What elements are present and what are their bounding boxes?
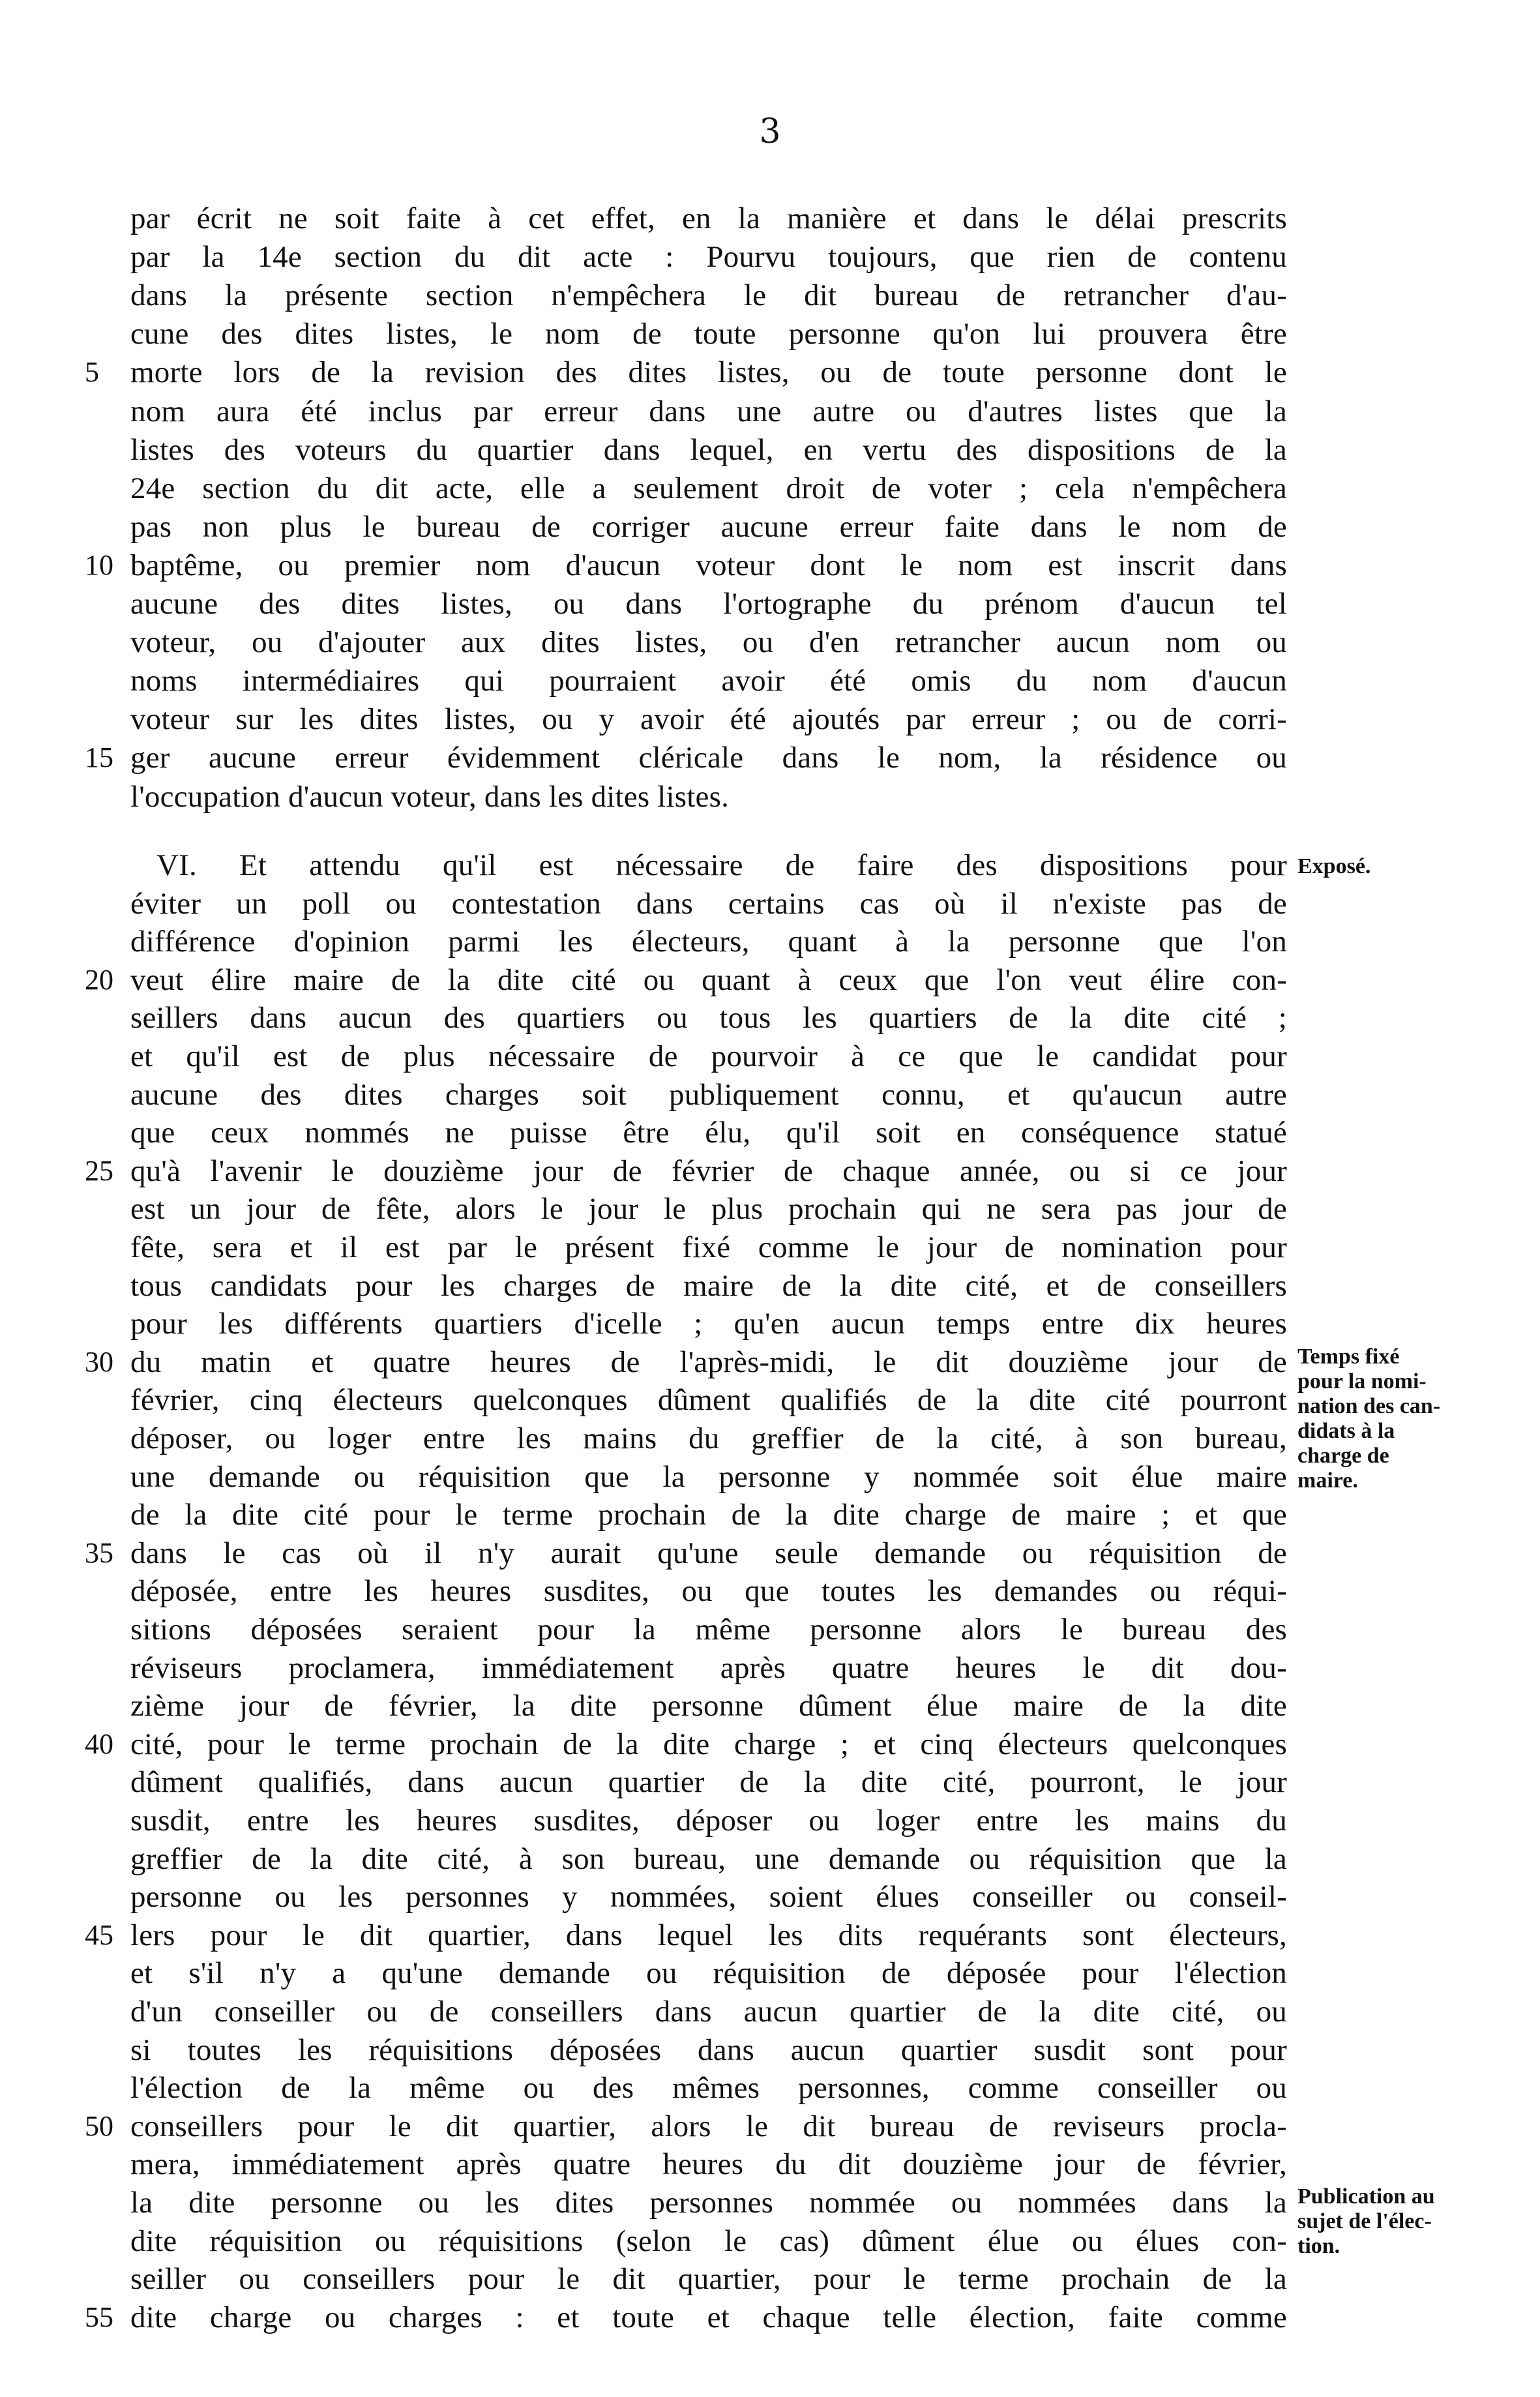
margin-note-line: tion. bbox=[1297, 2234, 1340, 2258]
text-line: mera, immédiatement après quatre heures du dit douzième jour de février, bbox=[130, 2147, 1287, 2181]
text-line: déposer, ou loger entre les mains du greffier de la cité, à son bureau, bbox=[130, 1422, 1287, 1455]
margin-note-line: charge de bbox=[1297, 1444, 1389, 1468]
line-number: 5 bbox=[85, 356, 99, 388]
text-line: noms intermédiaires qui pourraient avoir été omis du nom d'aucun bbox=[130, 664, 1287, 698]
margin-note-line: Exposé. bbox=[1297, 854, 1371, 878]
text-line: dite réquisition ou réquisitions (selon le cas) dûment élue ou élues con- bbox=[130, 2224, 1287, 2258]
page-number: 3 bbox=[759, 112, 781, 151]
text-line: dans la présente section n'empêchera le dit bureau de retrancher d'au- bbox=[130, 278, 1287, 312]
text-line: aucune des dites listes, ou dans l'ortographe du prénom d'aucun tel bbox=[130, 587, 1287, 621]
text-line: zième jour de février, la dite personne dûment élue maire de la dite bbox=[130, 1689, 1287, 1723]
text-line: par écrit ne soit faite à cet effet, en la manière et dans le délai prescrits bbox=[130, 201, 1287, 235]
text-line: qu'à l'avenir le douzième jour de février de chaque année, ou si ce jour bbox=[130, 1154, 1287, 1188]
text-line: que ceux nommés ne puisse être élu, qu'il soit en conséquence statué bbox=[130, 1116, 1287, 1150]
text-line: et qu'il est de plus nécessaire de pourvoir à ce que le candidat pour bbox=[130, 1039, 1287, 1073]
margin-note-line: sujet de l'élec- bbox=[1297, 2209, 1432, 2233]
text-line: voteur sur les dites listes, ou y avoir été ajoutés par erreur ; ou de corri- bbox=[130, 702, 1287, 736]
text-line: listes des voteurs du quartier dans lequel, en vertu des dispositions de la bbox=[130, 433, 1287, 467]
text-line: sitions déposées seraient pour la même personne alors le bureau des bbox=[130, 1613, 1287, 1646]
text-line: conseillers pour le dit quartier, alors le dit bureau de reviseurs procla- bbox=[130, 2109, 1287, 2143]
text-line: cité, pour le terme prochain de la dite charge ; et cinq électeurs quelconques bbox=[130, 1727, 1287, 1761]
text-line: dûment qualifiés, dans aucun quartier de la dite cité, pourront, le jour bbox=[130, 1765, 1287, 1799]
line-number: 50 bbox=[85, 2110, 113, 2142]
text-line: susdit, entre les heures susdites, déposer ou loger entre les mains du bbox=[130, 1804, 1287, 1838]
text-line: est un jour de fête, alors le jour le plus prochain qui ne sera pas jour de bbox=[130, 1192, 1287, 1226]
text-line: l'occupation d'aucun voteur, dans les dites listes. bbox=[130, 780, 730, 814]
text-line: par la 14e section du dit acte : Pourvu toujours, que rien de contenu bbox=[130, 240, 1287, 274]
line-number: 30 bbox=[85, 1346, 113, 1378]
text-line: d'un conseiller ou de conseillers dans aucun quartier de la dite cité, ou bbox=[130, 1995, 1287, 2029]
text-line: éviter un poll ou contestation dans certains cas où il n'existe pas de bbox=[130, 887, 1287, 921]
margin-note-line: didats à la bbox=[1297, 1419, 1395, 1443]
text-line: février, cinq électeurs quelconques dûment qualifiés de la dite cité pourront bbox=[130, 1383, 1287, 1417]
text-line: fête, sera et il est par le présent fixé comme le jour de nomination pour bbox=[130, 1230, 1287, 1264]
text-line: lers pour le dit quartier, dans lequel les dits requérants sont électeurs, bbox=[130, 1918, 1287, 1952]
text-line: 24e section du dit acte, elle a seulement droit de voter ; cela n'empêchera bbox=[130, 471, 1287, 505]
text-line: une demande ou réquisition que la personne y nommée soit élue maire bbox=[130, 1460, 1287, 1494]
margin-note-line: nation des can- bbox=[1297, 1394, 1441, 1418]
text-line: du matin et quatre heures de l'après-midi, le dit douzième jour de bbox=[130, 1345, 1287, 1379]
text-line: pour les différents quartiers d'icelle ; qu'en aucun temps entre dix heures bbox=[130, 1307, 1287, 1341]
text-line: cune des dites listes, le nom de toute personne qu'on lui prouvera être bbox=[130, 317, 1287, 351]
text-line: seillers dans aucun des quartiers ou tous les quartiers de la dite cité ; bbox=[130, 1001, 1287, 1035]
line-number: 25 bbox=[85, 1155, 113, 1187]
margin-note-temps-fixe bbox=[1297, 1345, 1487, 1493]
text-line: la dite personne ou les dites personnes nommée ou nommées dans la bbox=[130, 2186, 1287, 2220]
margin-note-expose bbox=[1297, 854, 1487, 879]
text-line: tous candidats pour les charges de maire de la dite cité, et de conseillers bbox=[130, 1269, 1287, 1303]
text-line: seiller ou conseillers pour le dit quartier, pour le terme prochain de la bbox=[130, 2262, 1287, 2296]
text-line: aucune des dites charges soit publiquement connu, et qu'aucun autre bbox=[130, 1078, 1287, 1112]
margin-note-line: Publication au bbox=[1297, 2184, 1435, 2209]
text-line: greffier de la dite cité, à son bureau, une demande ou réquisition que la bbox=[130, 1842, 1287, 1876]
text-line: veut élire maire de la dite cité ou quant à ceux que l'on veut élire con- bbox=[130, 963, 1287, 997]
text-line: baptême, ou premier nom d'aucun voteur dont le nom est inscrit dans bbox=[130, 548, 1287, 582]
line-number: 40 bbox=[85, 1728, 113, 1760]
line-number: 35 bbox=[85, 1537, 113, 1569]
text-line: morte lors de la revision des dites listes, ou de toute personne dont le bbox=[130, 355, 1287, 389]
text-line: pas non plus le bureau de corriger aucune erreur faite dans le nom de bbox=[130, 510, 1287, 544]
text-line: et s'il n'y a qu'une demande ou réquisition de déposée pour l'élection bbox=[130, 1956, 1287, 1990]
text-line: ger aucune erreur évidemment cléricale dans le nom, la résidence ou bbox=[130, 741, 1287, 775]
text-line: dans le cas où il n'y aurait qu'une seule demande ou réquisition de bbox=[130, 1536, 1287, 1570]
line-number: 20 bbox=[85, 964, 113, 996]
text-line: l'élection de la même ou des mêmes personnes, comme conseiller ou bbox=[130, 2071, 1287, 2105]
margin-note-line: pour la nomi- bbox=[1297, 1369, 1427, 1393]
line-number: 10 bbox=[85, 549, 113, 581]
text-line: différence d'opinion parmi les électeurs, quant à la personne que l'on bbox=[130, 925, 1287, 959]
margin-note-line: maire. bbox=[1297, 1468, 1358, 1493]
text-line: de la dite cité pour le terme prochain de la dite charge de maire ; et que bbox=[130, 1498, 1287, 1532]
text-line: personne ou les personnes y nommées, soient élues conseiller ou conseil- bbox=[130, 1880, 1287, 1914]
text-line: dite charge ou charges : et toute et chaque telle élection, faite comme bbox=[130, 2300, 1287, 2334]
text-line: voteur, ou d'ajouter aux dites listes, ou d'en retrancher aucun nom ou bbox=[130, 625, 1287, 659]
line-number: 15 bbox=[85, 741, 113, 773]
line-number: 55 bbox=[85, 2301, 113, 2333]
text-line: réviseurs proclamera, immédiatement après quatre heures le dit dou- bbox=[130, 1651, 1287, 1685]
line-number: 45 bbox=[85, 1919, 113, 1951]
text-line: nom aura été inclus par erreur dans une autre ou d'autres listes que la bbox=[130, 395, 1287, 428]
text-line: déposée, entre les heures susdites, ou que toutes les demandes ou réqui- bbox=[130, 1574, 1287, 1608]
margin-note-line: Temps fixé bbox=[1297, 1345, 1400, 1369]
text-line: si toutes les réquisitions déposées dans aucun quartier susdit sont pour bbox=[130, 2033, 1287, 2067]
text-line: VI. Et attendu qu'il est nécessaire de faire des dispositions pour bbox=[156, 848, 1287, 882]
margin-note-publication bbox=[1297, 2184, 1487, 2259]
